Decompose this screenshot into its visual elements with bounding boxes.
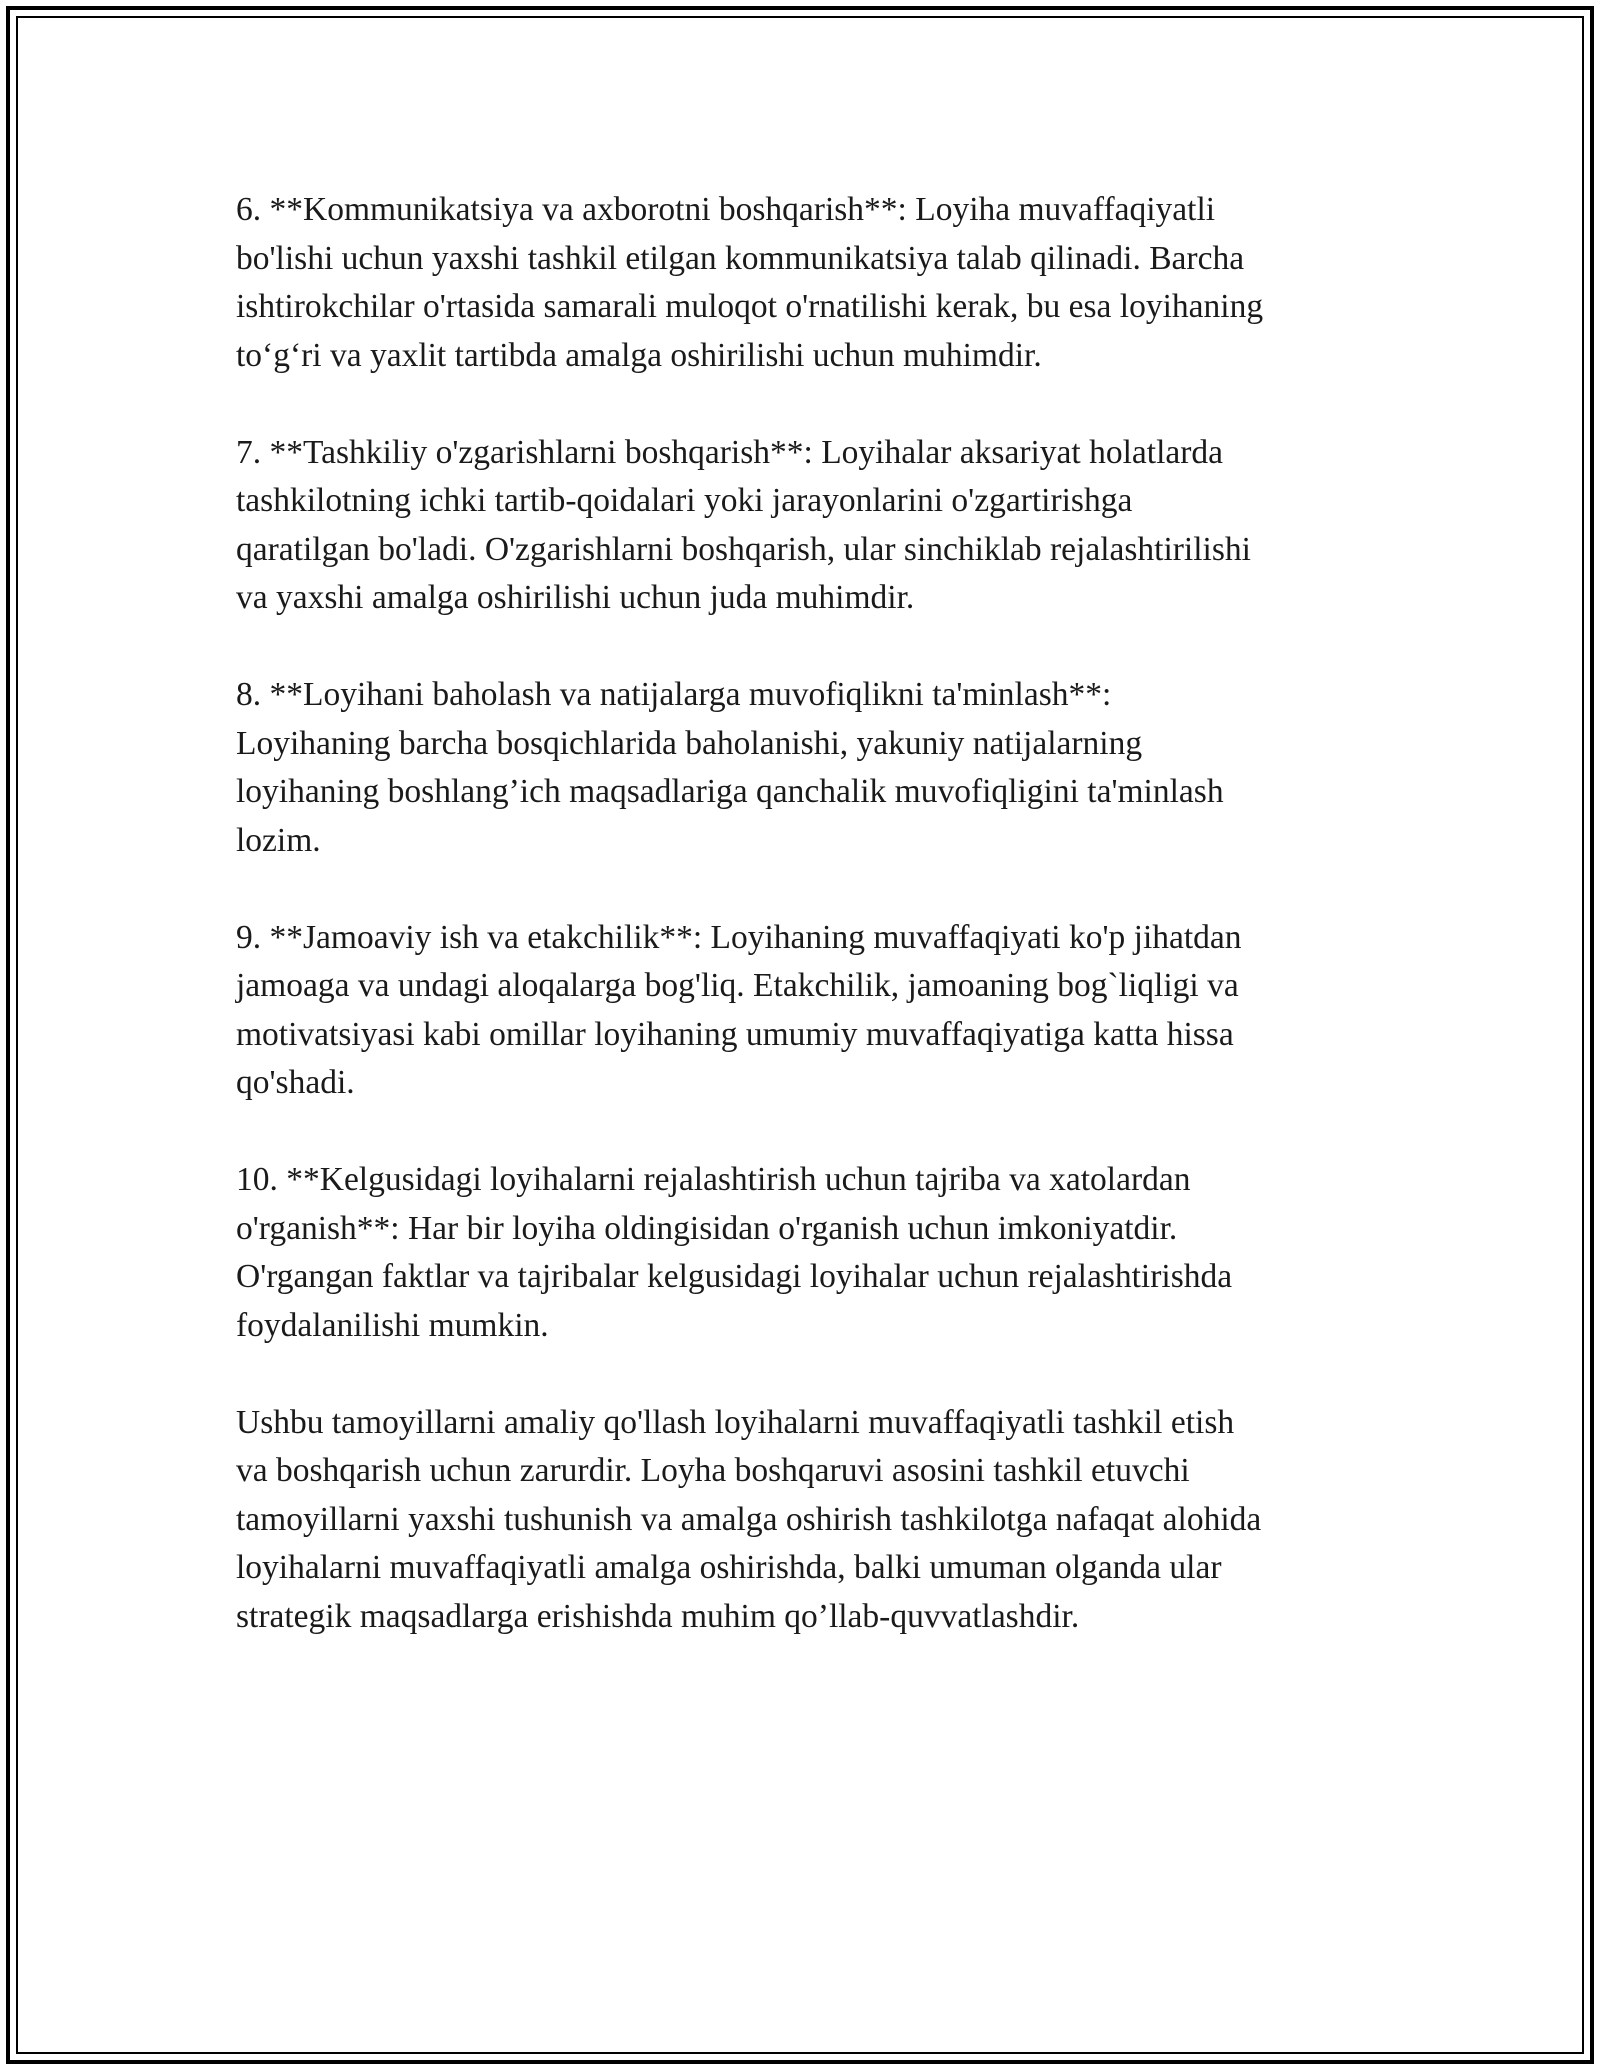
paragraph-item-9: 9. **Jamoaviy ish va etakchilik**: Loyihaning muvaffaqiyati ko'p jihatdan jamoaga va undagi aloqalarga bog'liq. Etakchilik, jamoaning bog`liqligi va motivatsiyasi kabi omillar loyihaning umumiy muvaffaqiyatiga katta hissa qo'shadi. bbox=[236, 918, 1242, 1101]
paragraph-item-10: 10. **Kelgusidagi loyihalarni rejalashtirish uchun tajriba va xatolardan o'rganish**: Har bir loyiha oldingisidan o'rganish uchun imkoniyatdir. O'rgangan faktlar va tajribalar kelgusidagi loyihalar uchun rejalashtirishda foydalanilishi mumkin. bbox=[236, 1161, 1233, 1344]
document-body bbox=[236, 186, 1366, 1690]
paragraph-item-7: 7. **Tashkiliy o'zgarishlarni boshqarish**: Loyihalar aksariyat holatlarda tashkilotning ichki tartib-qoidalari yoki jarayonlarini o'zgartirishga qaratilgan bo'ladi. O'zgarishlarni boshqarish, ular sinchiklab rejalashtirilishi va yaxshi amalga oshirilishi uchun juda muhimdir. bbox=[236, 433, 1251, 616]
paragraph-item-6: 6. **Kommunikatsiya va axborotni boshqarish**: Loyiha muvaffaqiyatli bo'lishi uchun yaxshi tashkil etilgan kommunikatsiya talab qilinadi. Barcha ishtirokchilar o'rtasida samarali muloqot o'rnatilishi kerak, bu esa loyihaning to‘g‘ri va yaxlit tartibda amalga oshirilishi uchun muhimdir. bbox=[236, 191, 1264, 374]
paragraph-item-8: 8. **Loyihani baholash va natijalarga muvofiqlikni ta'minlash**: Loyihaning barcha bosqichlarida baholanishi, yakuniy natijalarning loyihaning boshlang’ich maqsadlariga qanchalik muvofiqligini ta'minlash lozim. bbox=[236, 676, 1224, 859]
paragraph-conclusion: Ushbu tamoyillarni amaliy qo'llash loyihalarni muvaffaqiyatli tashkil etish va boshqarish uchun zarurdir. Loyha boshqaruvi asosini tashkil etuvchi tamoyillarni yaxshi tushunish va amalga oshirish tashkilotga nafaqat alohida loyihalarni muvaffaqiyatli amalga oshirishda, balki umuman olganda ular strategik maqsadlarga erishishda muhim qo’llab-quvvatlashdir. bbox=[236, 1403, 1262, 1635]
